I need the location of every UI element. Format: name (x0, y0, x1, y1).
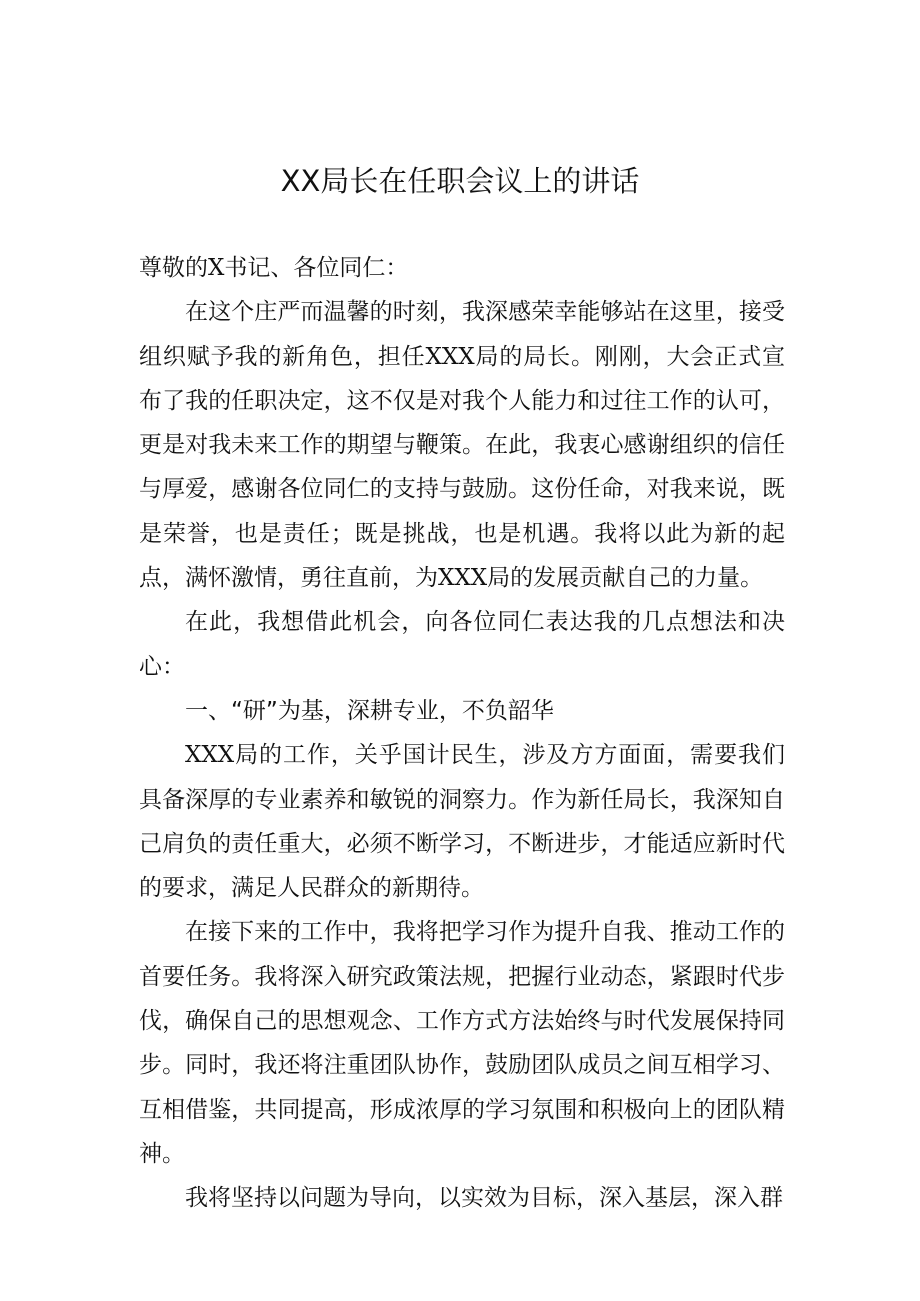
paragraph: 在接下来的工作中，我将把学习作为提升自我、推动工作的首要任务。我将深入研究政策法规，把握行业动态，紧跟时代步伐，确保自己的思想观念、工作方式方法始终与时代发展保持同步。同时，我还将注重团队协作，鼓励团队成员之间互相学习、互相借鉴，共同提高，形成浓厚的学习氛围和积极向上的团队精神。 (139, 919, 785, 1167)
page-title: XX局长在任职会议上的讲话 (280, 164, 640, 198)
section-heading: 一、“研”为基，深耕专业，不负韶华 (185, 697, 554, 724)
document-body (139, 246, 785, 1221)
paragraph: 在此，我想借此机会，向各位同仁表达我的几点想法和决心： (139, 609, 785, 680)
salutation: 尊敬的X书记、各位同仁： (139, 255, 409, 281)
paragraph: XXX局的工作，关乎国计民生，涉及方方面面，需要我们具备深厚的专业素养和敏锐的洞察力。作为新任局长，我深知自己肩负的责任重大，必须不断学习，不断进步，才能适应新时代的要求，满足人民群众的新期待。 (139, 742, 785, 902)
paragraph: 我将坚持以问题为导向，以实效为目标，深入基层，深入群 (185, 1185, 783, 1212)
paragraph: 在这个庄严而温馨的时刻，我深感荣幸能够站在这里，接受组织赋予我的新角色，担任XXX局的局长。刚刚，大会正式宣布了我的任职决定，这不仅是对我个人能力和过往工作的认可，更是对我未来工作的期望与鞭策。在此，我衷心感谢组织的信任与厚爱，感谢各位同仁的支持与鼓励。这份任命，对我来说，既是荣誉，也是责任；既是挑战，也是机遇。我将以此为新的起点，满怀激情，勇往直前，为XXX局的发展贡献自己的力量。 (139, 299, 785, 592)
